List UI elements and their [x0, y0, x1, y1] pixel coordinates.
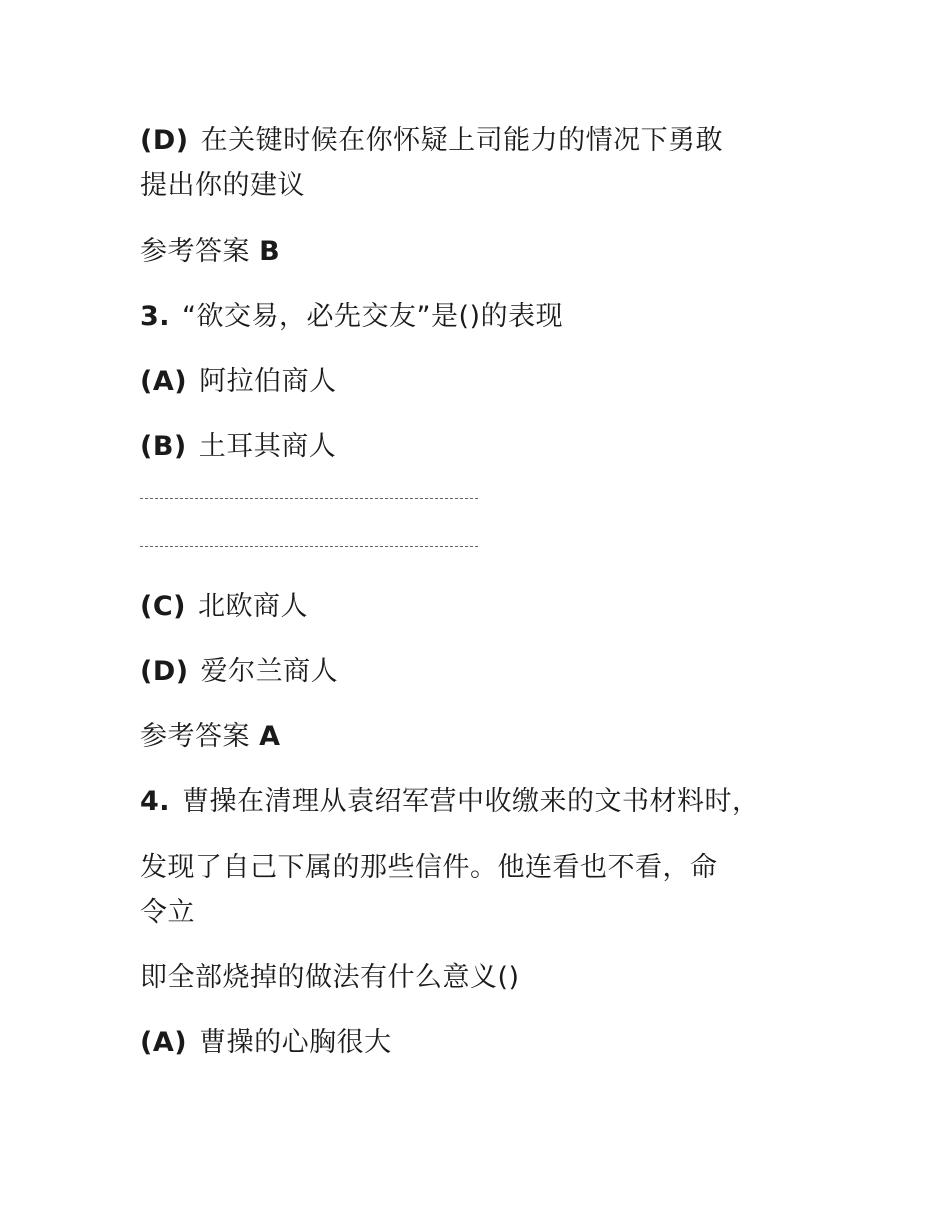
question-text: 即全部烧掉的做法有什么意义() — [140, 962, 520, 993]
answer-value: B — [259, 236, 281, 267]
option-text: 阿拉伯商人 — [199, 366, 337, 397]
option-label: (A) — [140, 366, 188, 397]
q4-option-a — [140, 1020, 392, 1065]
option-label: (D) — [140, 125, 189, 156]
q3-option-a — [140, 359, 337, 404]
question-number: 4. — [140, 786, 171, 817]
q4-stem-line-3 — [140, 890, 195, 935]
option-text: 曹操的心胸很大 — [199, 1027, 392, 1058]
answer-prefix: 参考答案 — [140, 236, 250, 267]
question-text: 令立 — [140, 897, 195, 928]
option-label: (D) — [140, 656, 189, 687]
q3-stem — [140, 294, 563, 339]
option-text: 爱尔兰商人 — [200, 656, 339, 687]
option-label: (B) — [140, 431, 187, 462]
q2-answer — [140, 229, 280, 274]
question-text: 发现了自己下属的那些信件。他连看也不看，命 — [140, 852, 718, 883]
question-number: 3. — [140, 301, 171, 332]
question-text: 曹操在清理从袁绍军营中收缴来的文书材料时， — [182, 786, 760, 817]
q2-option-d-continuation — [140, 163, 305, 208]
q4-stem-line-2 — [140, 845, 718, 890]
option-label: (A) — [140, 1027, 188, 1058]
q4-stem — [140, 779, 760, 824]
answer-value: A — [259, 721, 281, 752]
q3-answer — [140, 714, 281, 759]
q3-option-b — [140, 424, 336, 469]
q2-option-d — [140, 118, 723, 163]
q3-option-c — [140, 584, 308, 629]
option-text: 土耳其商人 — [198, 431, 337, 462]
option-text-continuation: 提出你的建议 — [140, 170, 305, 201]
option-label: (C) — [140, 591, 186, 622]
option-text: 北欧商人 — [198, 591, 308, 622]
option-text: 在关键时候在你怀疑上司能力的情况下勇敢 — [200, 125, 724, 156]
question-text: “欲交易，必先交友”是()的表现 — [182, 301, 564, 332]
answer-prefix: 参考答案 — [140, 721, 250, 752]
page-break-divider — [140, 546, 478, 547]
page-break-divider — [140, 498, 478, 499]
q3-option-d — [140, 649, 338, 694]
q4-stem-line-4 — [140, 955, 520, 1000]
